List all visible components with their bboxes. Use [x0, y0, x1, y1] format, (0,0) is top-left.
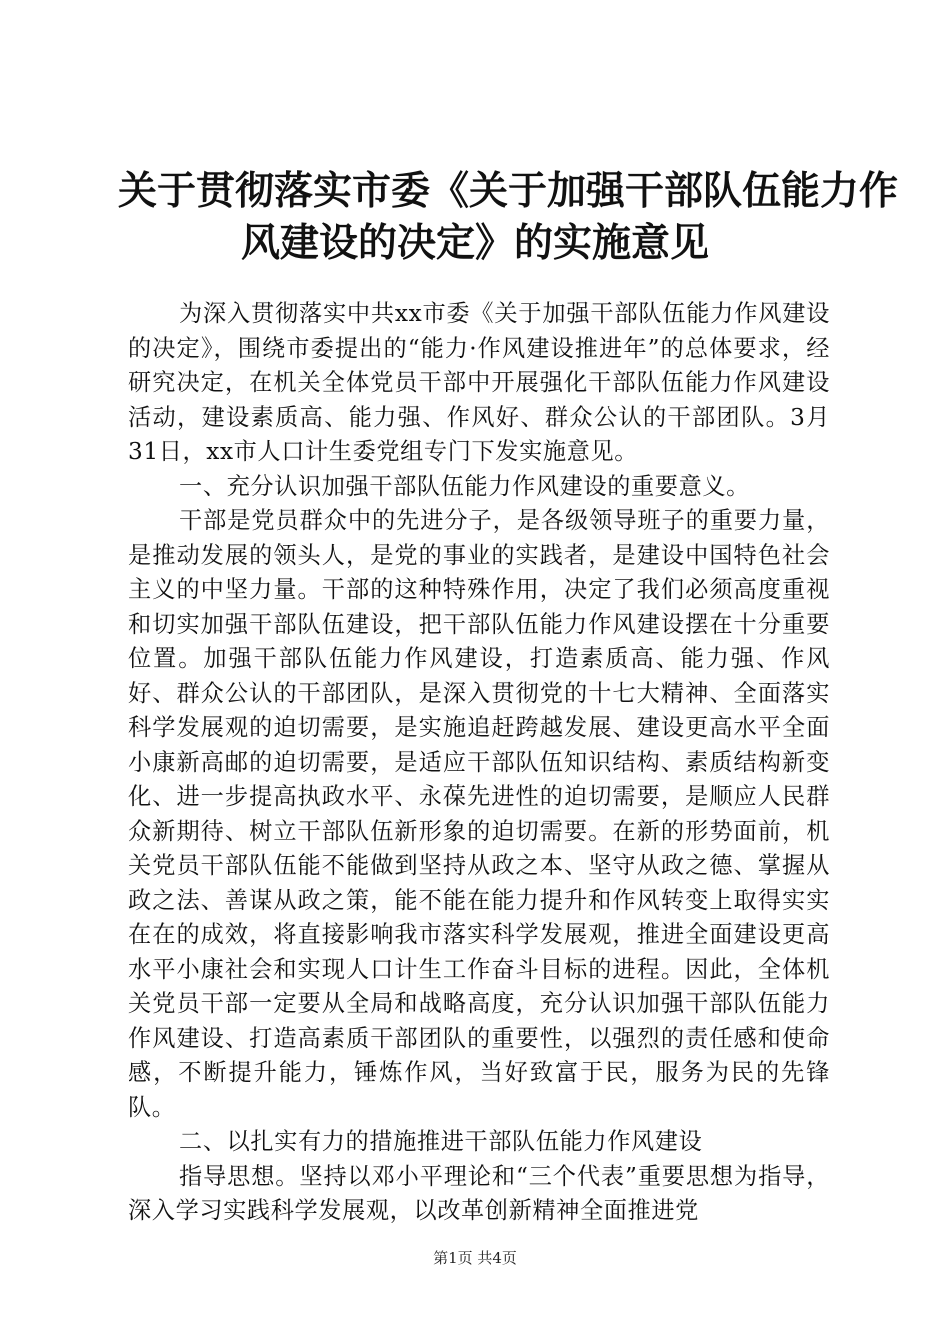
- document-title-line-1: 关于贯彻落实市委《关于加强干部队伍能力作: [118, 169, 899, 214]
- paragraph-intro: 为深入贯彻落实中共xx市委《关于加强干部队伍能力作风建设的决定》，围绕市委提出的“能力·作风建设推进年”的总体要求，经研究决定，在机关全体党员干部中开展强化干部队伍能力作风建设活动，建设素质高、能力强、作风好、群众公认的干部团队。3月31日，xx市人口计生委党组专门下发实施意见。: [128, 300, 830, 465]
- page-footer: 第1页 共4页: [433, 1249, 517, 1267]
- paragraph-importance: 干部是党员群众中的先进分子，是各级领导班子的重要力量，是推动发展的领头人，是党的事业的实践者，是建设中国特色社会主义的中坚力量。干部的这种特殊作用，决定了我们必须高度重视和切实加强干部队伍建设，把干部队伍能力作风建设摆在十分重要位置。加强干部队伍能力作风建设，打造素质高、能力强、作风好、群众公认的干部团队，是深入贯彻党的十七大精神、全面落实科学发展观的迫切需要，是实施追赶跨越发展、建设更高水平全面小康新高邮的迫切需要，是适应干部队伍知识结构、素质结构新变化、进一步提高执政水平、永葆先进性的迫切需要，是顺应人民群众新期待、树立干部队伍新形象的迫切需要。在新的形势面前，机关党员干部队伍能不能做到坚持从政之本、坚守从政之德、掌握从政之法、善谋从政之策，能不能在能力提升和作风转变上取得实实在在的成效，将直接影响我市落实科学发展观，推进全面建设更高水平小康社会和实现人口计生工作奋斗目标的进程。因此，全体机关党员干部一定要从全局和战略高度，充分认识加强干部队伍能力作风建设、打造高素质干部团队的重要性，以强烈的责任感和使命感，不断提升能力，锤炼作风，当好致富于民，服务为民的先锋队。: [128, 507, 830, 1121]
- section-heading-1: 一、充分认识加强干部队伍能力作风建设的重要意义。: [179, 472, 750, 500]
- paragraph-guiding-thought: 指导思想。坚持以邓小平理论和“三个代表”重要思想为指导，深入学习实践科学发展观，以改革创新精神全面推进党: [128, 1162, 830, 1224]
- document-title-line-2: 风建设的决定》的实施意见: [240, 221, 709, 266]
- section-heading-2: 二、以扎实有力的措施推进干部队伍能力作风建设: [179, 1128, 703, 1155]
- document-body: [128, 297, 830, 1229]
